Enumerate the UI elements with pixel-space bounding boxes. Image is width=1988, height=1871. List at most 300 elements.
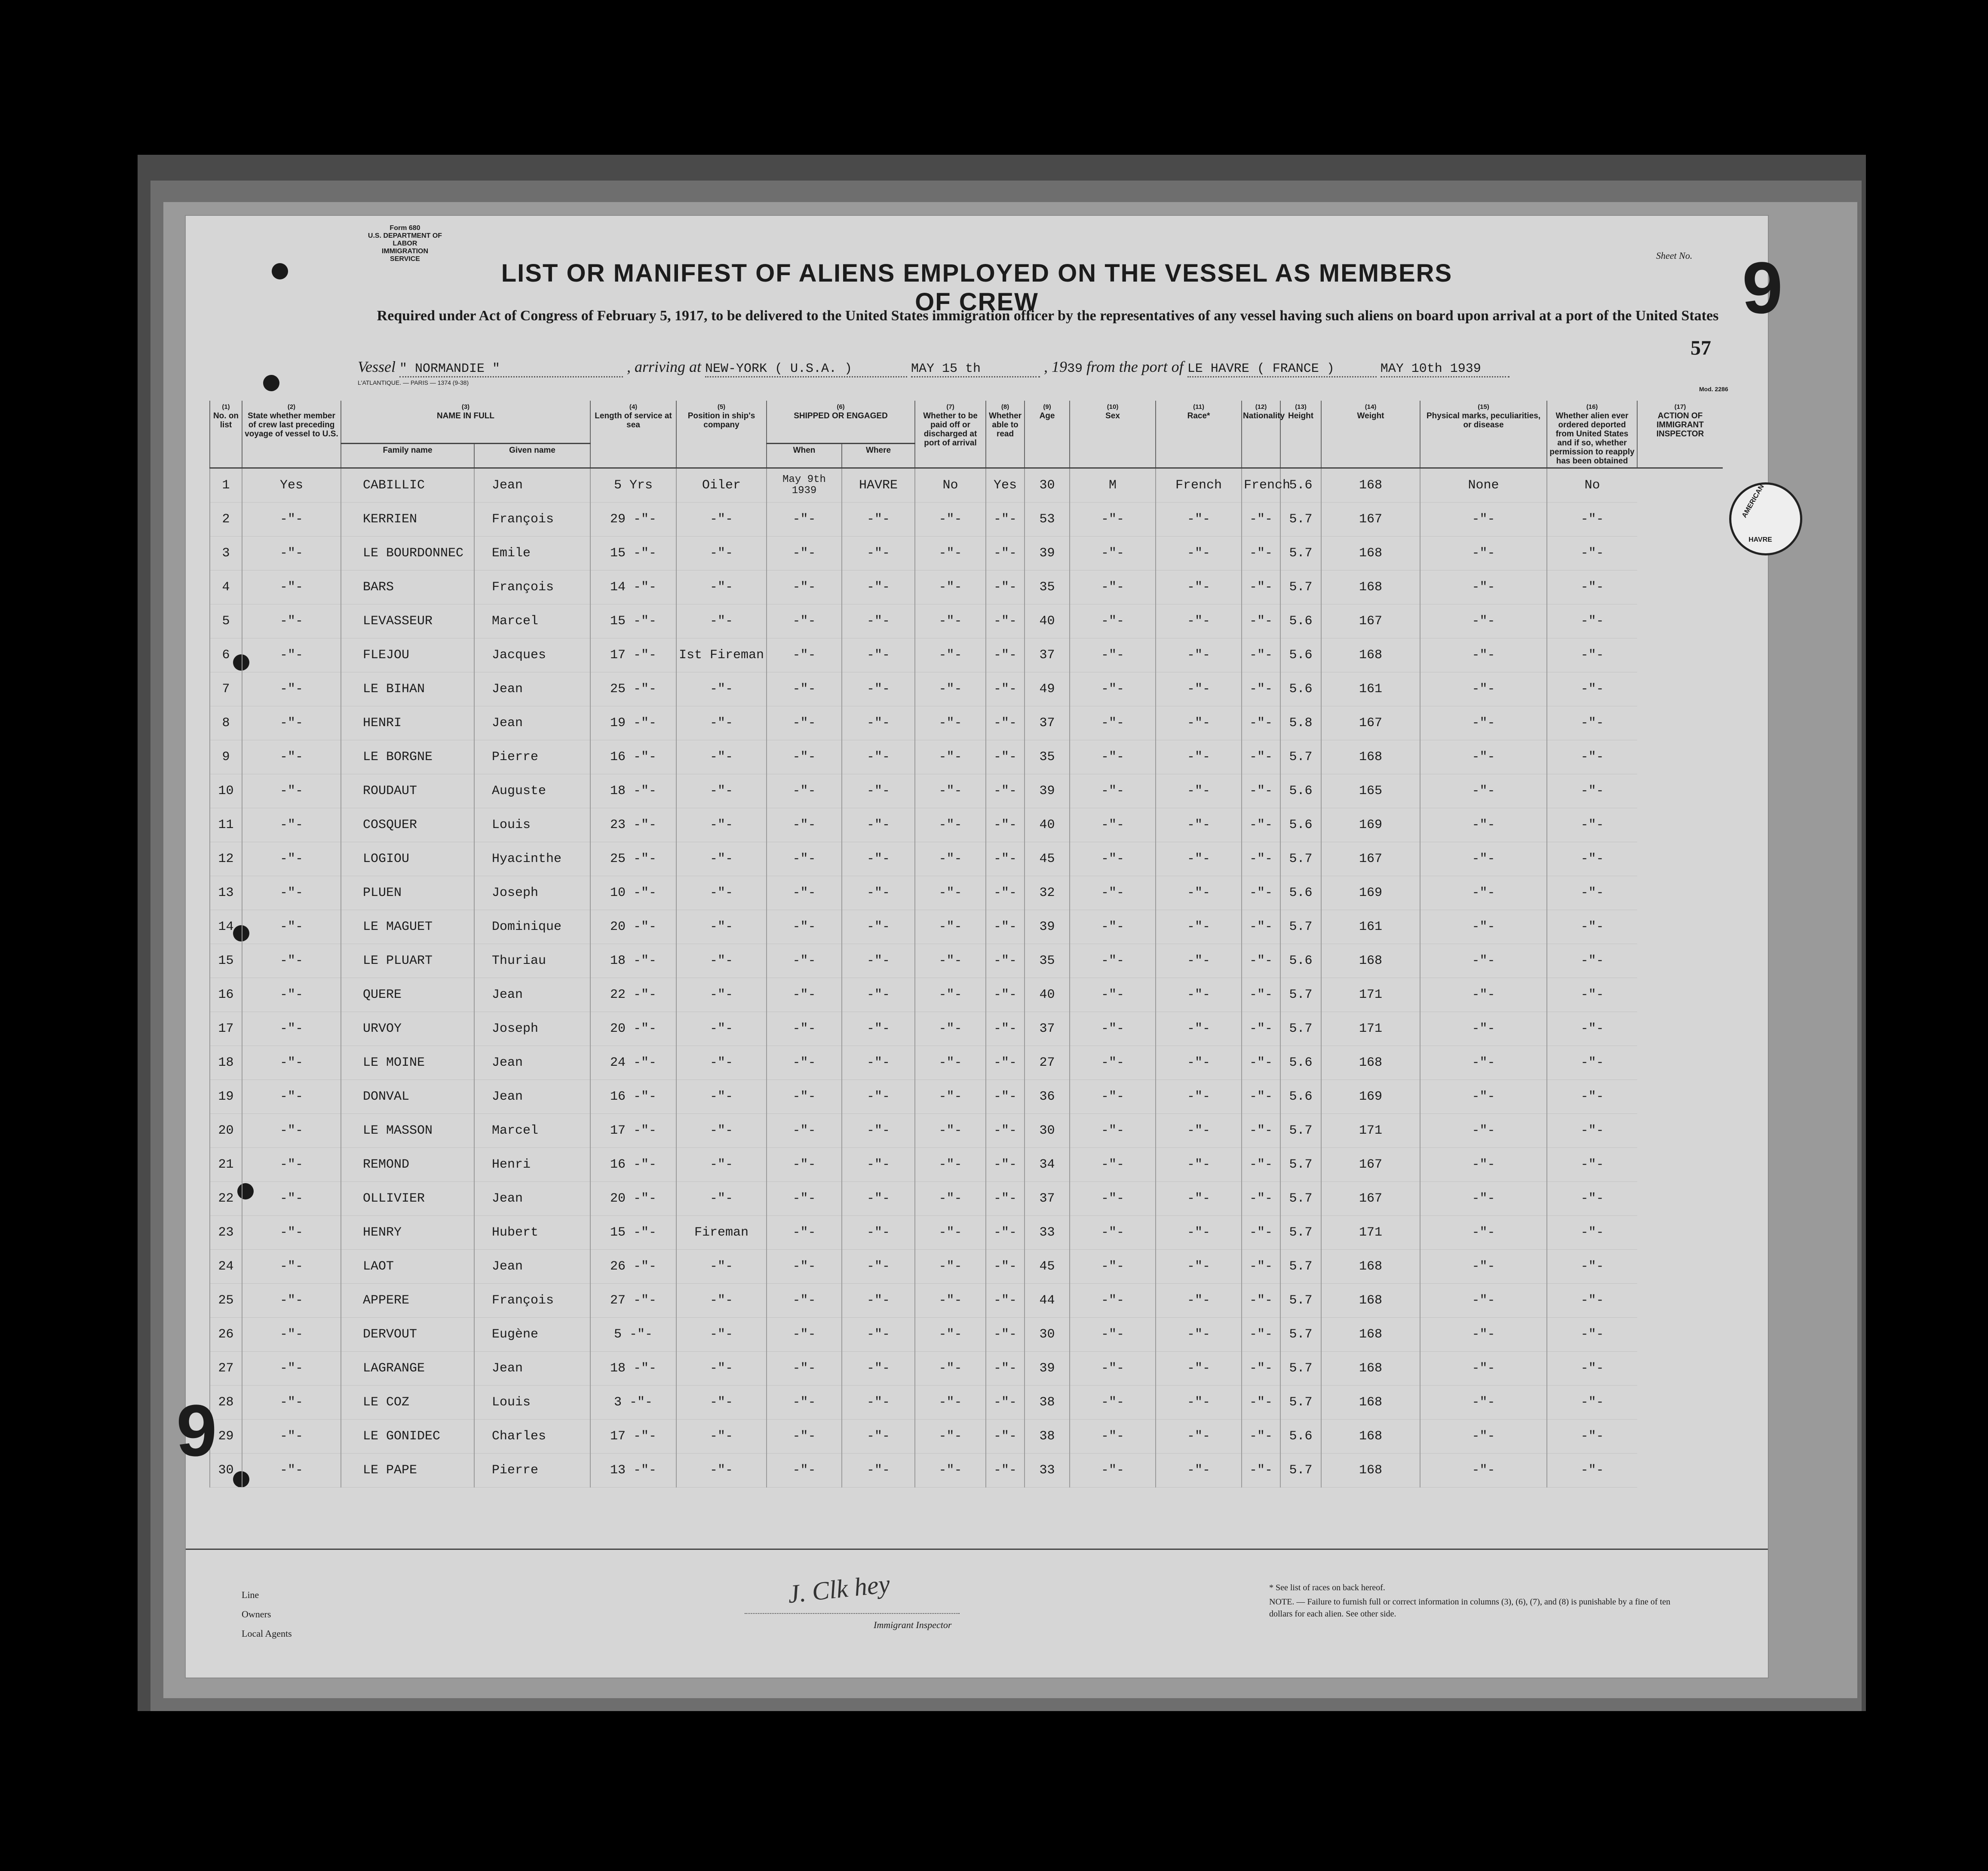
where-cell: -"- bbox=[842, 876, 915, 910]
deported-cell: -"- bbox=[1547, 604, 1637, 638]
race-cell: -"- bbox=[1156, 1250, 1242, 1284]
weight-cell: 168 bbox=[1321, 537, 1420, 571]
when-cell: -"- bbox=[767, 1148, 842, 1182]
member-cell: -"- bbox=[242, 1250, 341, 1284]
read-cell: -"- bbox=[986, 1250, 1025, 1284]
given-name-cell: Pierre bbox=[474, 1454, 590, 1488]
sex-cell: -"- bbox=[1070, 1216, 1156, 1250]
given-name-cell: Jean bbox=[474, 1250, 590, 1284]
where-cell: -"- bbox=[842, 1012, 915, 1046]
race-cell: -"- bbox=[1156, 1216, 1242, 1250]
position-cell: -"- bbox=[676, 740, 767, 774]
row-number: 7 bbox=[210, 672, 242, 706]
height-cell: 5.6 bbox=[1280, 876, 1321, 910]
race-cell: -"- bbox=[1156, 1284, 1242, 1318]
read-cell: -"- bbox=[986, 944, 1025, 978]
read-cell: -"- bbox=[986, 503, 1025, 537]
vessel-label: Vessel bbox=[358, 358, 396, 375]
read-cell: -"- bbox=[986, 740, 1025, 774]
height-cell: 5.6 bbox=[1280, 672, 1321, 706]
table-row bbox=[210, 1216, 1723, 1250]
weight-cell: 168 bbox=[1321, 1352, 1420, 1386]
paid-cell: -"- bbox=[915, 1046, 986, 1080]
race-cell: -"- bbox=[1156, 1386, 1242, 1420]
row-number: 20 bbox=[210, 1114, 242, 1148]
nationality-cell: -"- bbox=[1242, 503, 1280, 537]
read-cell: -"- bbox=[986, 876, 1025, 910]
where-cell: -"- bbox=[842, 537, 915, 571]
nationality-cell: -"- bbox=[1242, 1454, 1280, 1488]
service-cell: 26 -"- bbox=[590, 1250, 676, 1284]
position-cell: -"- bbox=[676, 1148, 767, 1182]
nationality-cell: -"- bbox=[1242, 1284, 1280, 1318]
arriving-place: NEW-YORK ( U.S.A. ) bbox=[705, 362, 907, 377]
col-paid: (7) Whether to be paid off or discharged at port of arrival bbox=[915, 401, 986, 468]
weight-cell: 168 bbox=[1321, 1318, 1420, 1352]
where-cell: -"- bbox=[842, 571, 915, 604]
deported-cell: -"- bbox=[1547, 537, 1637, 571]
position-cell: Oiler bbox=[676, 468, 767, 503]
when-cell: May 9th 1939 bbox=[767, 468, 842, 503]
marks-cell: -"- bbox=[1420, 1386, 1547, 1420]
paid-cell: -"- bbox=[915, 1318, 986, 1352]
member-cell: -"- bbox=[242, 571, 341, 604]
deported-cell: -"- bbox=[1547, 842, 1637, 876]
nationality-cell: -"- bbox=[1242, 876, 1280, 910]
row-number: 5 bbox=[210, 604, 242, 638]
when-cell: -"- bbox=[767, 1454, 842, 1488]
age-cell: 35 bbox=[1025, 944, 1070, 978]
when-cell: -"- bbox=[767, 571, 842, 604]
position-cell: Fireman bbox=[676, 1216, 767, 1250]
paid-cell: -"- bbox=[915, 1352, 986, 1386]
line-label: Line bbox=[242, 1589, 259, 1600]
from-label: from the port of bbox=[1086, 358, 1184, 375]
inspector-signature: J. Clk hey bbox=[786, 1569, 891, 1609]
given-name-cell: Jacques bbox=[474, 638, 590, 672]
family-name-cell: KERRIEN bbox=[341, 503, 474, 537]
marks-cell: -"- bbox=[1420, 503, 1547, 537]
where-cell: -"- bbox=[842, 1250, 915, 1284]
family-name-cell: LE COZ bbox=[341, 1386, 474, 1420]
age-cell: 34 bbox=[1025, 1148, 1070, 1182]
where-cell: HAVRE bbox=[842, 468, 915, 503]
service-cell: 18 -"- bbox=[590, 1352, 676, 1386]
race-cell: -"- bbox=[1156, 978, 1242, 1012]
given-name-cell: Charles bbox=[474, 1420, 590, 1454]
race-cell: -"- bbox=[1156, 604, 1242, 638]
race-cell: -"- bbox=[1156, 537, 1242, 571]
when-cell: -"- bbox=[767, 1284, 842, 1318]
table-row bbox=[210, 1352, 1723, 1386]
paid-cell: -"- bbox=[915, 1012, 986, 1046]
when-cell: -"- bbox=[767, 1216, 842, 1250]
read-cell: -"- bbox=[986, 706, 1025, 740]
weight-cell: 171 bbox=[1321, 1114, 1420, 1148]
age-cell: 45 bbox=[1025, 1250, 1070, 1284]
age-cell: 30 bbox=[1025, 1114, 1070, 1148]
race-cell: -"- bbox=[1156, 706, 1242, 740]
service-cell: 15 -"- bbox=[590, 604, 676, 638]
sex-cell: -"- bbox=[1070, 638, 1156, 672]
family-name-cell: LE MOINE bbox=[341, 1046, 474, 1080]
where-cell: -"- bbox=[842, 1318, 915, 1352]
when-cell: -"- bbox=[767, 944, 842, 978]
given-name-cell: François bbox=[474, 1284, 590, 1318]
given-name-cell: Joseph bbox=[474, 1012, 590, 1046]
deported-cell: -"- bbox=[1547, 1318, 1637, 1352]
service-cell: 15 -"- bbox=[590, 1216, 676, 1250]
service-cell: 17 -"- bbox=[590, 1114, 676, 1148]
age-cell: 30 bbox=[1025, 468, 1070, 503]
weight-cell: 167 bbox=[1321, 842, 1420, 876]
where-cell: -"- bbox=[842, 1182, 915, 1216]
weight-cell: 161 bbox=[1321, 672, 1420, 706]
row-number: 14 bbox=[210, 910, 242, 944]
age-cell: 27 bbox=[1025, 1046, 1070, 1080]
service-cell: 14 -"- bbox=[590, 571, 676, 604]
position-cell: -"- bbox=[676, 672, 767, 706]
when-cell: -"- bbox=[767, 537, 842, 571]
read-cell: -"- bbox=[986, 808, 1025, 842]
weight-cell: 168 bbox=[1321, 571, 1420, 604]
given-name-cell: Thuriau bbox=[474, 944, 590, 978]
sheet-number: 9 bbox=[1742, 247, 1783, 329]
race-cell: -"- bbox=[1156, 1046, 1242, 1080]
model-number: Mod. 2286 bbox=[1699, 386, 1728, 393]
sex-cell: -"- bbox=[1070, 876, 1156, 910]
position-cell: -"- bbox=[676, 537, 767, 571]
member-cell: -"- bbox=[242, 1012, 341, 1046]
service-cell: 20 -"- bbox=[590, 1182, 676, 1216]
family-name-cell: LE PLUART bbox=[341, 944, 474, 978]
height-cell: 5.7 bbox=[1280, 1012, 1321, 1046]
family-name-cell: HENRI bbox=[341, 706, 474, 740]
where-cell: -"- bbox=[842, 842, 915, 876]
sex-cell: -"- bbox=[1070, 672, 1156, 706]
paid-cell: -"- bbox=[915, 910, 986, 944]
where-cell: -"- bbox=[842, 1216, 915, 1250]
row-number: 1 bbox=[210, 468, 242, 503]
weight-cell: 168 bbox=[1321, 1420, 1420, 1454]
manifest-sheet bbox=[185, 215, 1783, 1678]
weight-cell: 168 bbox=[1321, 1250, 1420, 1284]
table-row bbox=[210, 468, 1723, 503]
where-cell: -"- bbox=[842, 1148, 915, 1182]
given-name-cell: Joseph bbox=[474, 876, 590, 910]
page-subtitle: Required under Act of Congress of February 5, 1917, to be delivered to the United States immigration officer by the representatives of any vessel having such aliens on board upon arrival at a port of the United States bbox=[377, 308, 1719, 324]
position-cell: -"- bbox=[676, 1046, 767, 1080]
service-cell: 18 -"- bbox=[590, 774, 676, 808]
sex-cell: -"- bbox=[1070, 1114, 1156, 1148]
nationality-cell: -"- bbox=[1242, 1148, 1280, 1182]
height-cell: 5.6 bbox=[1280, 808, 1321, 842]
position-cell: -"- bbox=[676, 503, 767, 537]
col-action: (17) ACTION OF IMMIGRANT INSPECTOR bbox=[1637, 401, 1723, 468]
deported-cell: -"- bbox=[1547, 571, 1637, 604]
marks-cell: -"- bbox=[1420, 944, 1547, 978]
table-row bbox=[210, 672, 1723, 706]
sheet-label: Sheet No. bbox=[1656, 250, 1693, 261]
sex-cell: -"- bbox=[1070, 1420, 1156, 1454]
where-cell: -"- bbox=[842, 706, 915, 740]
deported-cell: -"- bbox=[1547, 1386, 1637, 1420]
sex-cell: -"- bbox=[1070, 910, 1156, 944]
read-cell: -"- bbox=[986, 978, 1025, 1012]
arriving-date: MAY 15 th bbox=[911, 362, 1040, 377]
position-cell: -"- bbox=[676, 1386, 767, 1420]
age-cell: 40 bbox=[1025, 808, 1070, 842]
table-row bbox=[210, 978, 1723, 1012]
sex-cell: -"- bbox=[1070, 808, 1156, 842]
weight-cell: 167 bbox=[1321, 503, 1420, 537]
col-position: (5) Position in ship's company bbox=[676, 401, 767, 468]
when-cell: -"- bbox=[767, 503, 842, 537]
nationality-cell: -"- bbox=[1242, 944, 1280, 978]
height-cell: 5.7 bbox=[1280, 1182, 1321, 1216]
when-cell: -"- bbox=[767, 740, 842, 774]
age-cell: 40 bbox=[1025, 978, 1070, 1012]
age-cell: 38 bbox=[1025, 1420, 1070, 1454]
page-number: 57 bbox=[1690, 337, 1711, 359]
family-name-cell: COSQUER bbox=[341, 808, 474, 842]
year-prefix: , 19 bbox=[1044, 358, 1067, 375]
marks-cell: -"- bbox=[1420, 1148, 1547, 1182]
given-name-cell: Jean bbox=[474, 468, 590, 503]
age-cell: 39 bbox=[1025, 774, 1070, 808]
height-cell: 5.7 bbox=[1280, 1386, 1321, 1420]
table-row bbox=[210, 1386, 1723, 1420]
when-cell: -"- bbox=[767, 706, 842, 740]
deported-cell: -"- bbox=[1547, 1352, 1637, 1386]
age-cell: 35 bbox=[1025, 571, 1070, 604]
sex-cell: -"- bbox=[1070, 604, 1156, 638]
family-name-cell: DERVOUT bbox=[341, 1318, 474, 1352]
read-cell: -"- bbox=[986, 910, 1025, 944]
marks-cell: -"- bbox=[1420, 1420, 1547, 1454]
position-cell: -"- bbox=[676, 1284, 767, 1318]
height-cell: 5.7 bbox=[1280, 1318, 1321, 1352]
when-cell: -"- bbox=[767, 978, 842, 1012]
race-cell: -"- bbox=[1156, 503, 1242, 537]
service-cell: 15 -"- bbox=[590, 537, 676, 571]
marks-cell: -"- bbox=[1420, 1216, 1547, 1250]
member-cell: -"- bbox=[242, 740, 341, 774]
paid-cell: -"- bbox=[915, 978, 986, 1012]
race-cell: -"- bbox=[1156, 672, 1242, 706]
sex-cell: -"- bbox=[1070, 842, 1156, 876]
table-row bbox=[210, 503, 1723, 537]
height-cell: 5.7 bbox=[1280, 1250, 1321, 1284]
paid-cell: -"- bbox=[915, 842, 986, 876]
sex-cell: -"- bbox=[1070, 1352, 1156, 1386]
col-height: (13) Height bbox=[1280, 401, 1321, 468]
when-cell: -"- bbox=[767, 1012, 842, 1046]
deported-cell: -"- bbox=[1547, 706, 1637, 740]
member-cell: -"- bbox=[242, 978, 341, 1012]
member-cell: -"- bbox=[242, 842, 341, 876]
age-cell: 38 bbox=[1025, 1386, 1070, 1420]
service-cell: 17 -"- bbox=[590, 1420, 676, 1454]
row-number: 13 bbox=[210, 876, 242, 910]
table-row bbox=[210, 774, 1723, 808]
member-cell: -"- bbox=[242, 944, 341, 978]
table-row bbox=[210, 1114, 1723, 1148]
weight-cell: 171 bbox=[1321, 978, 1420, 1012]
deported-cell: -"- bbox=[1547, 672, 1637, 706]
age-cell: 37 bbox=[1025, 1182, 1070, 1216]
height-cell: 5.6 bbox=[1280, 1420, 1321, 1454]
race-cell: -"- bbox=[1156, 910, 1242, 944]
row-number: 8 bbox=[210, 706, 242, 740]
position-cell: -"- bbox=[676, 1012, 767, 1046]
row-number: 12 bbox=[210, 842, 242, 876]
member-cell: -"- bbox=[242, 1352, 341, 1386]
marks-cell: -"- bbox=[1420, 1352, 1547, 1386]
position-cell: -"- bbox=[676, 774, 767, 808]
position-cell: -"- bbox=[676, 1420, 767, 1454]
race-cell: -"- bbox=[1156, 1352, 1242, 1386]
member-cell: -"- bbox=[242, 1046, 341, 1080]
weight-cell: 171 bbox=[1321, 1012, 1420, 1046]
age-cell: 32 bbox=[1025, 876, 1070, 910]
weight-cell: 168 bbox=[1321, 638, 1420, 672]
col-age: (9) Age bbox=[1025, 401, 1070, 468]
sheet-number-footer: 9 bbox=[176, 1390, 217, 1472]
from-date: MAY 10th 1939 bbox=[1381, 362, 1509, 377]
service-cell: 17 -"- bbox=[590, 638, 676, 672]
nationality-cell: -"- bbox=[1242, 1046, 1280, 1080]
member-cell: -"- bbox=[242, 638, 341, 672]
when-cell: -"- bbox=[767, 1046, 842, 1080]
given-name-cell: Hubert bbox=[474, 1216, 590, 1250]
race-cell: -"- bbox=[1156, 774, 1242, 808]
age-cell: 53 bbox=[1025, 503, 1070, 537]
deported-cell: -"- bbox=[1547, 1046, 1637, 1080]
given-name-cell: Henri bbox=[474, 1148, 590, 1182]
nationality-cell: -"- bbox=[1242, 1352, 1280, 1386]
row-number: 17 bbox=[210, 1012, 242, 1046]
service-cell: 20 -"- bbox=[590, 910, 676, 944]
paid-cell: -"- bbox=[915, 1182, 986, 1216]
where-cell: -"- bbox=[842, 1080, 915, 1114]
nationality-cell: -"- bbox=[1242, 978, 1280, 1012]
weight-cell: 169 bbox=[1321, 808, 1420, 842]
member-cell: -"- bbox=[242, 876, 341, 910]
table-row bbox=[210, 910, 1723, 944]
position-cell: -"- bbox=[676, 1318, 767, 1352]
read-cell: -"- bbox=[986, 842, 1025, 876]
punch-hole bbox=[263, 375, 279, 391]
age-cell: 45 bbox=[1025, 842, 1070, 876]
nationality-cell: -"- bbox=[1242, 706, 1280, 740]
table-row bbox=[210, 876, 1723, 910]
marks-cell: -"- bbox=[1420, 1454, 1547, 1488]
race-cell: -"- bbox=[1156, 1114, 1242, 1148]
height-cell: 5.7 bbox=[1280, 978, 1321, 1012]
service-cell: 25 -"- bbox=[590, 672, 676, 706]
race-cell: -"- bbox=[1156, 1318, 1242, 1352]
given-name-cell: Pierre bbox=[474, 740, 590, 774]
marks-cell: -"- bbox=[1420, 1284, 1547, 1318]
where-cell: -"- bbox=[842, 1114, 915, 1148]
where-cell: -"- bbox=[842, 978, 915, 1012]
when-cell: -"- bbox=[767, 672, 842, 706]
given-name-cell: Marcel bbox=[474, 604, 590, 638]
position-cell: -"- bbox=[676, 571, 767, 604]
marks-cell: -"- bbox=[1420, 604, 1547, 638]
family-name-cell: BARS bbox=[341, 571, 474, 604]
given-name-cell: Jean bbox=[474, 672, 590, 706]
read-cell: -"- bbox=[986, 1182, 1025, 1216]
member-cell: Yes bbox=[242, 468, 341, 503]
sex-cell: -"- bbox=[1070, 774, 1156, 808]
marks-cell: -"- bbox=[1420, 740, 1547, 774]
marks-cell: -"- bbox=[1420, 1080, 1547, 1114]
deported-cell: -"- bbox=[1547, 1182, 1637, 1216]
sex-cell: -"- bbox=[1070, 706, 1156, 740]
nationality-cell: -"- bbox=[1242, 571, 1280, 604]
height-cell: 5.6 bbox=[1280, 774, 1321, 808]
deported-cell: -"- bbox=[1547, 1114, 1637, 1148]
deported-cell: -"- bbox=[1547, 1012, 1637, 1046]
position-cell: -"- bbox=[676, 808, 767, 842]
read-cell: -"- bbox=[986, 1420, 1025, 1454]
service-cell: 10 -"- bbox=[590, 876, 676, 910]
race-cell: -"- bbox=[1156, 808, 1242, 842]
weight-cell: 168 bbox=[1321, 468, 1420, 503]
table-row bbox=[210, 537, 1723, 571]
member-cell: -"- bbox=[242, 1216, 341, 1250]
race-cell: -"- bbox=[1156, 876, 1242, 910]
member-cell: -"- bbox=[242, 808, 341, 842]
family-name-cell: LAOT bbox=[341, 1250, 474, 1284]
age-cell: 39 bbox=[1025, 910, 1070, 944]
position-cell: -"- bbox=[676, 1182, 767, 1216]
where-cell: -"- bbox=[842, 638, 915, 672]
given-name-cell: François bbox=[474, 571, 590, 604]
where-cell: -"- bbox=[842, 1046, 915, 1080]
paid-cell: -"- bbox=[915, 571, 986, 604]
weight-cell: 167 bbox=[1321, 706, 1420, 740]
table-row bbox=[210, 1420, 1723, 1454]
nationality-cell: -"- bbox=[1242, 1012, 1280, 1046]
deported-cell: -"- bbox=[1547, 1250, 1637, 1284]
service-cell: 22 -"- bbox=[590, 978, 676, 1012]
col-deported: (16) Whether alien ever ordered deported from United States and if so, whether permission to reapply has been obtained bbox=[1547, 401, 1637, 468]
position-cell: Ist Fireman bbox=[676, 638, 767, 672]
age-cell: 39 bbox=[1025, 537, 1070, 571]
deported-cell: -"- bbox=[1547, 740, 1637, 774]
paid-cell: -"- bbox=[915, 706, 986, 740]
family-name-cell: LAGRANGE bbox=[341, 1352, 474, 1386]
sex-cell: M bbox=[1070, 468, 1156, 503]
member-cell: -"- bbox=[242, 910, 341, 944]
table-row bbox=[210, 944, 1723, 978]
given-name-cell: Auguste bbox=[474, 774, 590, 808]
read-cell: -"- bbox=[986, 1046, 1025, 1080]
race-cell: -"- bbox=[1156, 1012, 1242, 1046]
sex-cell: -"- bbox=[1070, 1386, 1156, 1420]
row-number: 10 bbox=[210, 774, 242, 808]
deported-cell: -"- bbox=[1547, 1148, 1637, 1182]
marks-cell: -"- bbox=[1420, 876, 1547, 910]
paid-cell: -"- bbox=[915, 1386, 986, 1420]
nationality-cell: -"- bbox=[1242, 537, 1280, 571]
weight-cell: 168 bbox=[1321, 740, 1420, 774]
when-cell: -"- bbox=[767, 910, 842, 944]
age-cell: 36 bbox=[1025, 1080, 1070, 1114]
